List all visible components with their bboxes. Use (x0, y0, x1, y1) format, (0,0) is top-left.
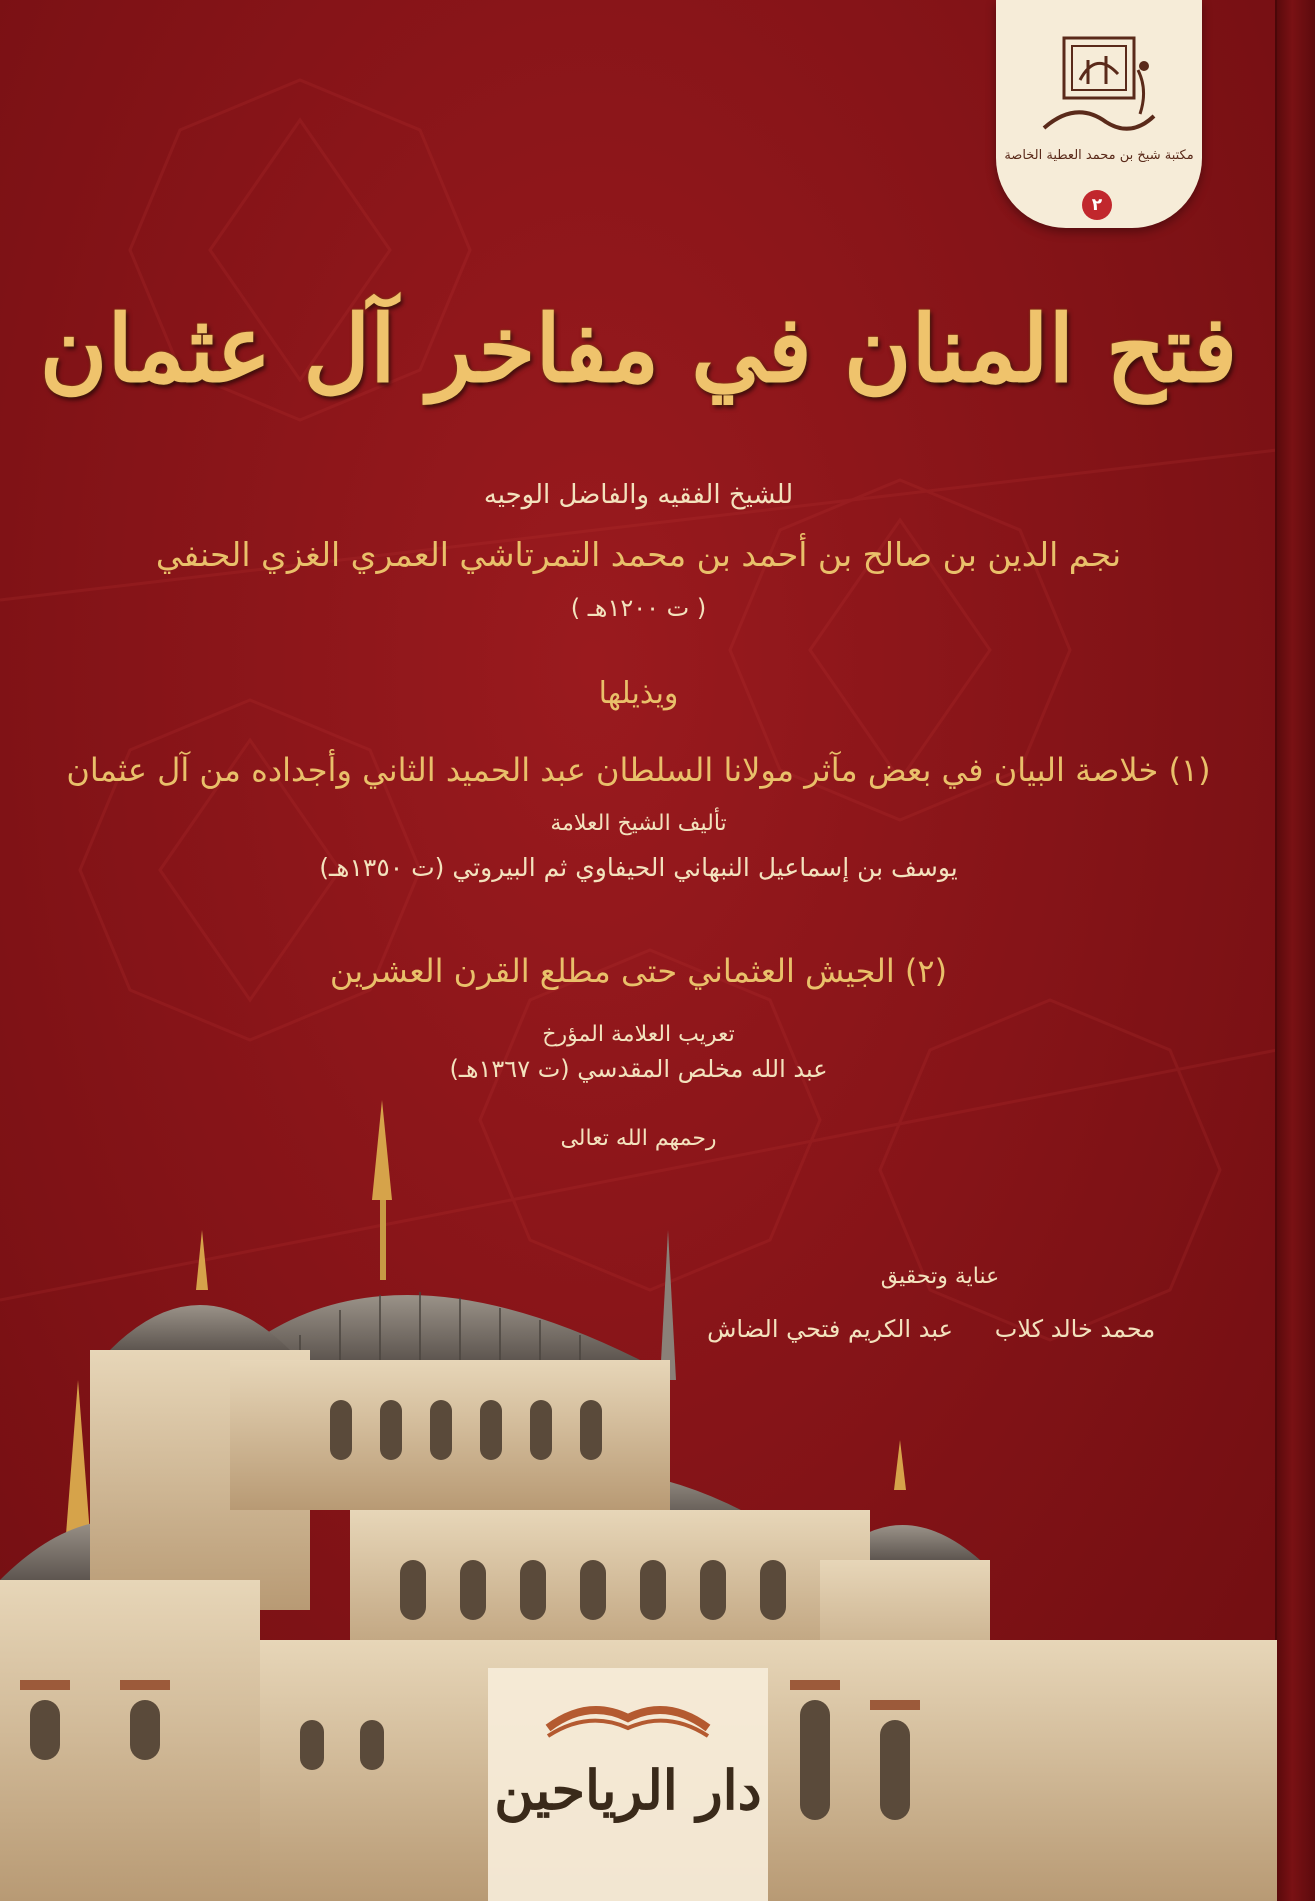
library-logo-icon (1036, 30, 1162, 140)
series-caption: مكتبة شيخ بن محمد العطية الخاصة (1004, 148, 1194, 163)
appendix1-title: (١) خلاصة البيان في بعض مآثر مولانا السلطان عبد الحميد الثاني وأجداده من آل عثمان (66, 751, 1211, 789)
publisher-name: دار الرياحين (494, 1758, 762, 1822)
open-book-icon (538, 1688, 718, 1738)
editor-name: عبد الكريم فتحي الضاش (707, 1315, 953, 1343)
author-intro: للشيخ الفقيه والفاضل الوجيه (483, 480, 794, 510)
series-tab (996, 0, 1202, 228)
publisher-panel (488, 1668, 768, 1901)
appendix-intro: ويذيلها (598, 676, 679, 711)
editors-label: عناية وتحقيق (880, 1264, 1000, 1289)
blessing: رحمهم الله تعالى (560, 1126, 717, 1151)
appendix2-title: (٢) الجيش العثماني حتى مطلع القرن العشرين (329, 952, 948, 990)
editor-name: محمد خالد كلاب (994, 1315, 1156, 1343)
series-number-badge: ٢ (1082, 190, 1112, 220)
author-name: نجم الدين بن صالح بن أحمد بن محمد التمرتاشي العمري الغزي الحنفي (155, 535, 1122, 574)
appendix2-author: عبد الله مخلص المقدسي (ت ١٣٦٧هـ) (449, 1055, 828, 1083)
appendix1-author: يوسف بن إسماعيل النبهاني الحيفاوي ثم البيروتي (ت ١٣٥٠هـ) (319, 853, 958, 882)
author-death-date: ( ت ١٢٠٠هـ ) (570, 594, 707, 622)
book-title: فتح المنان في مفاخر آل عثمان (39, 295, 1238, 403)
appendix2-byline: تعريب العلامة المؤرخ (542, 1022, 735, 1047)
appendix1-byline: تأليف الشيخ العلامة (550, 811, 727, 836)
book-spine (1275, 0, 1315, 1901)
